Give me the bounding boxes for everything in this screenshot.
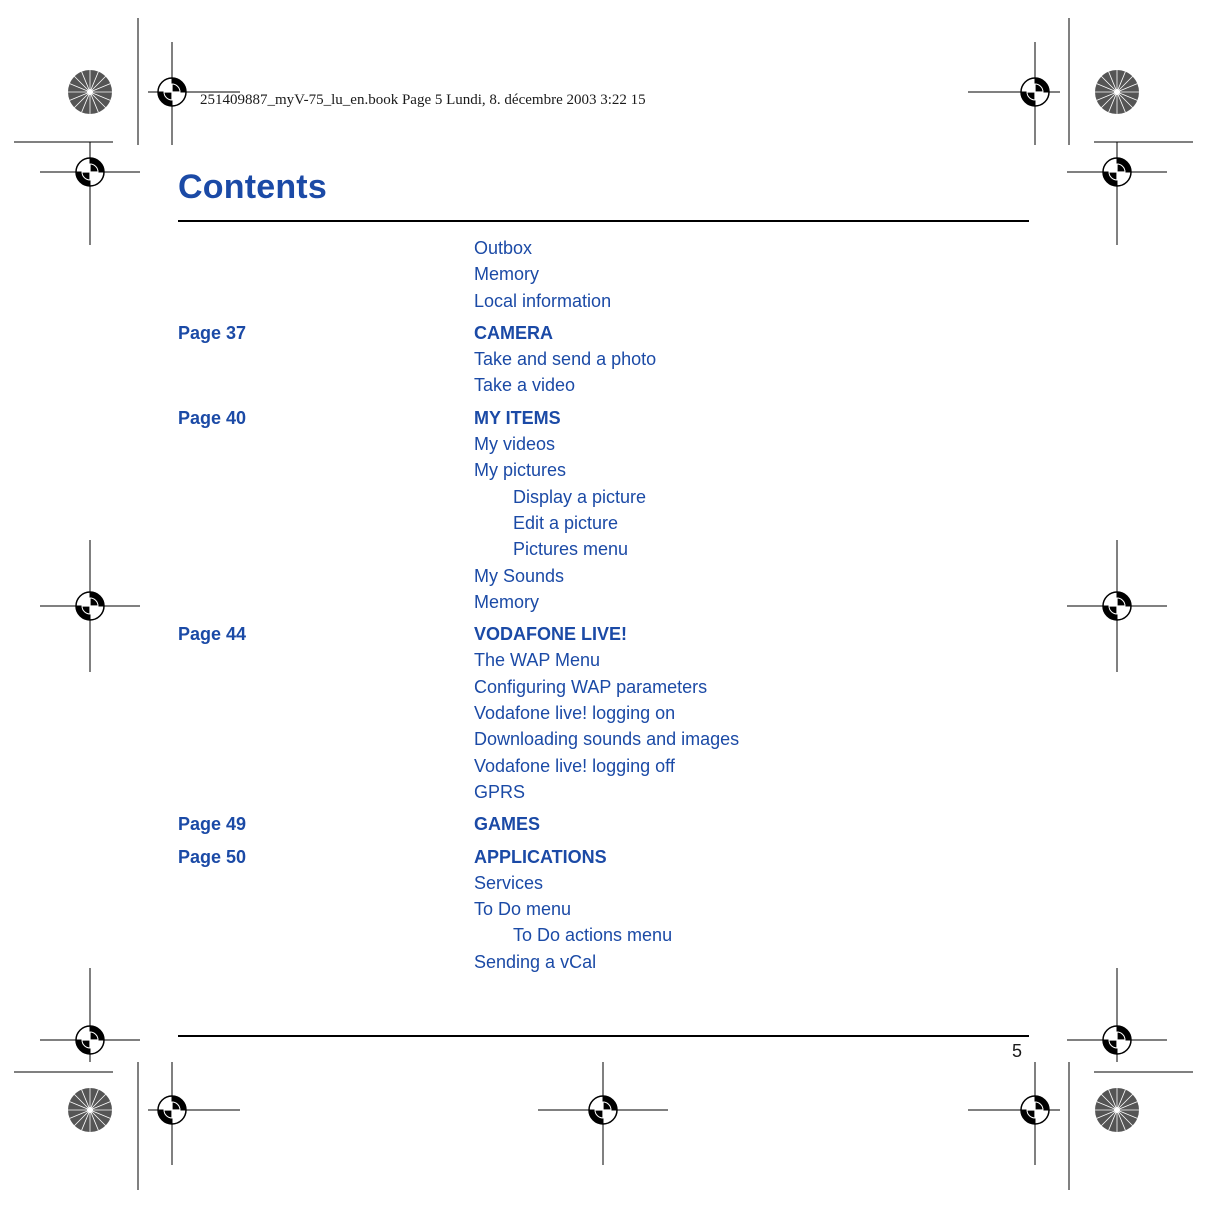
title-rule: [178, 220, 1029, 222]
toc-item[interactable]: Vodafone live! logging off: [474, 755, 675, 776]
toc-item[interactable]: Outbox: [474, 238, 533, 258]
page-number: 5: [1012, 1041, 1023, 1061]
toc-section-heading[interactable]: CAMERA: [474, 322, 553, 343]
toc-entry-items: [474, 811, 1029, 837]
registration-mark-bottom-center: [589, 1096, 617, 1124]
toc-entry: [178, 405, 1029, 615]
toc-entry: [178, 235, 1029, 314]
print-header: 251409887_myV-75_lu_en.book Page 5 Lundi, 8. décembre 2003 3:22 15: [200, 92, 646, 108]
toc-item[interactable]: My Sounds: [474, 565, 565, 586]
registration-mark-left-upper: [76, 158, 104, 186]
footer-rule: [178, 1035, 1029, 1037]
toc-subitem[interactable]: To Do actions menu: [513, 925, 673, 946]
toc-entry: [178, 320, 1029, 399]
toc-item[interactable]: Take a video: [474, 375, 576, 396]
toc-page-reference: Page 37: [178, 322, 247, 343]
toc-item[interactable]: The WAP Menu: [474, 650, 601, 671]
toc-item[interactable]: My videos: [474, 434, 556, 455]
toc-item[interactable]: Sending a vCal: [474, 951, 597, 972]
toc-page-reference: Page 40: [178, 407, 247, 428]
toc-item[interactable]: Memory: [474, 591, 540, 612]
toc-item[interactable]: GPRS: [474, 781, 526, 802]
page-title: Contents: [178, 168, 327, 206]
toc-entry: [178, 811, 1029, 837]
toc-subitem[interactable]: Display a picture: [513, 486, 647, 507]
toc-entry-items: [474, 405, 1029, 615]
toc-section-heading[interactable]: VODAFONE LIVE!: [474, 624, 628, 645]
registration-mark-top-right: [1021, 78, 1049, 106]
toc-item[interactable]: To Do menu: [474, 899, 572, 920]
registration-mark-left-middle: [76, 592, 104, 620]
registration-mark-bottom-left: [158, 1096, 186, 1124]
toc-page-reference: Page 50: [178, 846, 247, 867]
toc-entry: [178, 844, 1029, 975]
registration-mark-right-middle: [1103, 592, 1131, 620]
starburst-bottom-left: [68, 1088, 112, 1132]
toc-entry: [178, 621, 1029, 805]
toc-subitem[interactable]: Edit a picture: [513, 512, 619, 533]
toc-entry-items: [474, 320, 1029, 399]
toc-subitem[interactable]: Pictures menu: [513, 539, 629, 560]
starburst-top-right: [1095, 70, 1139, 114]
registration-mark-bottom-right: [1021, 1096, 1049, 1124]
toc-entry-items: [474, 621, 1029, 805]
toc-page-reference: Page 44: [178, 624, 247, 645]
registration-mark-right-lower: [1103, 1026, 1131, 1054]
table-of-contents: [178, 235, 1029, 981]
toc-section-heading[interactable]: MY ITEMS: [474, 407, 561, 428]
toc-item[interactable]: Vodafone live! logging on: [474, 703, 676, 724]
toc-entry-items: [474, 844, 1029, 975]
toc-section-heading[interactable]: APPLICATIONS: [474, 846, 607, 867]
toc-page-reference: Page 49: [178, 814, 247, 835]
toc-item[interactable]: Downloading sounds and images: [474, 729, 740, 750]
toc-item[interactable]: Local information: [474, 290, 612, 311]
toc-item[interactable]: My pictures: [474, 460, 567, 481]
registration-mark-right-upper: [1103, 158, 1131, 186]
registration-mark-top-left: [158, 78, 186, 106]
toc-item[interactable]: Services: [474, 872, 544, 893]
toc-entry-items: [474, 235, 1029, 314]
starburst-top-left: [68, 70, 112, 114]
toc-item[interactable]: Memory: [474, 264, 540, 285]
registration-mark-left-lower: [76, 1026, 104, 1054]
toc-section-heading[interactable]: GAMES: [474, 814, 541, 835]
toc-item[interactable]: Take and send a photo: [474, 349, 657, 370]
starburst-bottom-right: [1095, 1088, 1139, 1132]
toc-item[interactable]: Configuring WAP parameters: [474, 676, 708, 697]
